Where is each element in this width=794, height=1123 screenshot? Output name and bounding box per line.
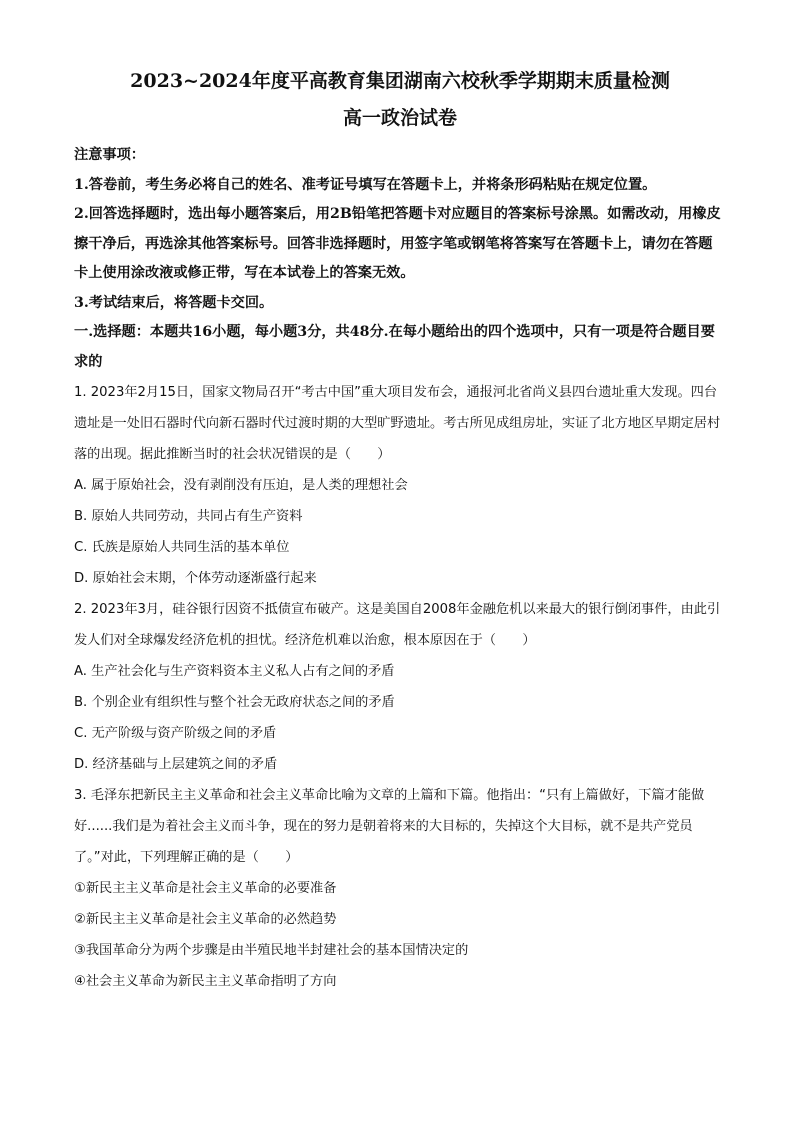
- question-stem: 1. 2023年2月15日，国家文物局召开“考古中国”重大项目发布会，通报河北省尚义县四台遗址重大发现。四台遗址是一处旧石器时代向新石器时代过渡时期的大型旷野遗址。考古所见成组房址，实证了北方地区早期定居村落的出现。据此推断当时的社会状况错误的是（ ）: [74, 385, 721, 462]
- option-d: D. 经济基础与上层建筑之间的矛盾: [74, 757, 278, 772]
- exam-subtitle: 高一政治试卷: [342, 107, 457, 129]
- question-1: [74, 377, 726, 594]
- option-b: B. 原始人共同劳动，共同占有生产资料: [74, 509, 303, 524]
- notice-block: [74, 141, 726, 318]
- option-b: B. 个别企业有组织性与整个社会无政府状态之间的矛盾: [74, 695, 395, 710]
- question-stem: 2. 2023年3月，硅谷银行因资不抵债宣布破产。这是美国自2008年金融危机以来最大的银行倒闭事件，由此引发人们对全球爆发经济危机的担忧。经济危机难以治愈，根本原因在于（ ）: [74, 602, 721, 648]
- statement-1: ①新民主主义革命是社会主义革命的必要准备: [74, 881, 337, 896]
- statement-4: ④社会主义革命为新民主主义革命指明了方向: [74, 974, 337, 989]
- exam-title: 2023~2024年度平高教育集团湖南六校秋季学期期末质量检测: [130, 70, 670, 92]
- option-c: C. 氏族是原始人共同生活的基本单位: [74, 540, 290, 555]
- notice-heading: 注意事项：: [74, 147, 145, 163]
- question-2: [74, 594, 726, 780]
- notice-item-2: 2.回答选择题时，选出每小题答案后，用2B铅笔把答题卡对应题目的答案标号涂黑。如需改动，用橡皮擦干净后，再选涂其他答案标号。回答非选择题时，用签字笔或钢笔将答案写在答题卡上，请勿在答题卡上使用涂改液或修正带，写在本试卷上的答案无效。: [74, 206, 721, 281]
- notice-item-1: 1.答卷前，考生务必将自己的姓名、准考证号填写在答题卡上，并将条形码粘贴在规定位置。: [74, 176, 657, 193]
- statement-2: ②新民主主义革命是社会主义革命的必然趋势: [74, 912, 337, 927]
- section-heading: 一.选择题：本题共16小题，每小题3分，共48分.在每小题给出的四个选项中，只有一项是符合题目要求的: [74, 324, 715, 370]
- option-c: C. 无产阶级与资产阶级之间的矛盾: [74, 726, 277, 741]
- option-a: A. 属于原始社会，没有剥削没有压迫，是人类的理想社会: [74, 478, 408, 493]
- option-d: D. 原始社会末期，个体劳动逐渐盛行起来: [74, 571, 317, 586]
- statement-3: ③我国革命分为两个步骤是由半殖民地半封建社会的基本国情决定的: [74, 943, 469, 958]
- question-stem: 3. 毛泽东把新民主主义革命和社会主义革命比喻为文章的上篇和下篇。他指出：“只有上篇做好，下篇才能做好......我们是为着社会主义而斗争，现在的努力是朝着将来的大目标的，失掉这个大目标，就不是共产党员了。”对此，下列理解正确的是（ ）: [74, 788, 705, 865]
- notice-item-3: 3.考试结束后，将答题卡交回。: [74, 294, 274, 311]
- option-a: A. 生产社会化与生产资料资本主义私人占有之间的矛盾: [74, 664, 395, 679]
- question-3: [74, 780, 726, 997]
